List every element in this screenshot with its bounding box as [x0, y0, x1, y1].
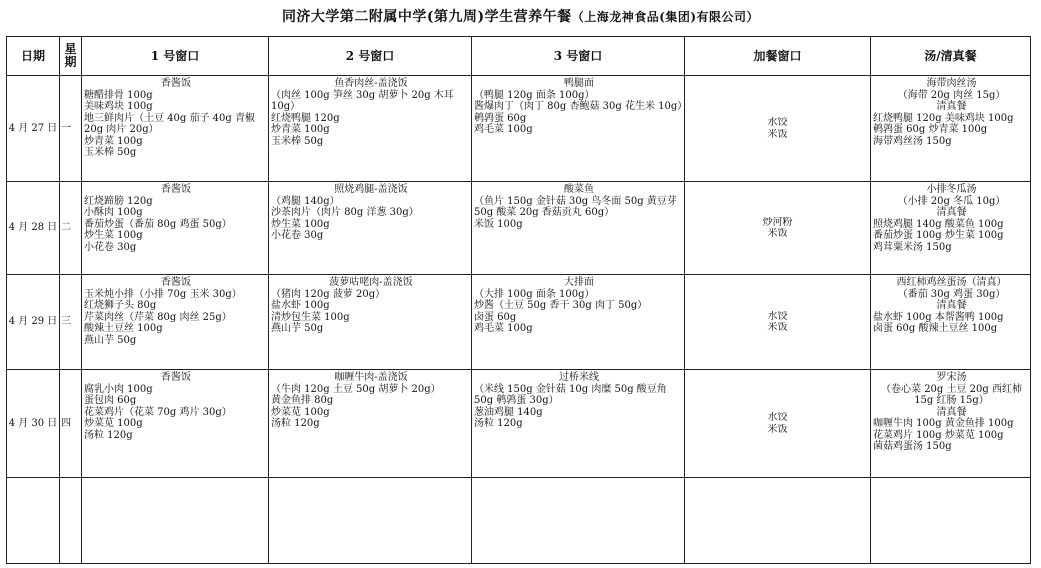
- soup-item: 菌菇鸡蛋汤 150g: [873, 441, 952, 452]
- dish-item: 酱爆肉丁（肉丁 80g 杏鲍菇 30g 花生米 10g）: [474, 101, 688, 112]
- dish-set-title: 菠萝咕咾肉-盖浇饭: [329, 277, 413, 288]
- soup-item: 鹌鹑蛋 60g 炒青菜 100g: [873, 124, 988, 135]
- soup-item: 番茄炒蛋 100g 炒生菜 100g: [873, 230, 1004, 241]
- extra-item: 米饭: [767, 228, 788, 239]
- dish-item: 米饭 100g: [474, 218, 523, 230]
- menu-table: [6, 36, 1031, 564]
- dish-item: 番茄炒蛋（番茄 80g 鸡蛋 50g）: [84, 218, 232, 230]
- cell-window-1: [82, 182, 269, 275]
- cell-soup-halal: [871, 275, 1031, 370]
- dish-item: （米线 150g 金针菇 10g 肉糜 50g 酸豆角 50g 鹌鹑蛋 30g）: [474, 383, 667, 406]
- table-row: [7, 370, 1031, 478]
- soup-item: （番茄 30g 鸡蛋 30g）: [897, 288, 1006, 300]
- dish-item: （鸭腿 120g 面条 100g）: [474, 89, 595, 101]
- cell-extra-window: [685, 76, 871, 182]
- dish-item: （肉丝 100g 笋丝 30g 胡萝卜 20g 木耳 10g）: [271, 89, 454, 112]
- cell-date: 4 月 30 日: [7, 370, 60, 478]
- dish-item: 美味鸡块 100g: [84, 101, 153, 112]
- title-company: （上海龙神食品(集团)有限公司）: [571, 10, 760, 24]
- dish-item: 腐乳小肉 100g: [84, 383, 153, 395]
- empty-row: [7, 478, 1031, 564]
- cell-extra-window: [685, 370, 871, 478]
- dish-item: 汤粒 120g: [84, 429, 133, 441]
- dish-item: 炒青菜 100g: [271, 124, 330, 135]
- dish-item: 汤粒 120g: [271, 418, 320, 429]
- extra-item: 炒河粉: [762, 216, 793, 228]
- dish-item: 红烧鸭腿 120g: [271, 112, 340, 124]
- soup-item: 花菜鸡片 100g 炒菜苋 100g: [873, 429, 1004, 441]
- dish-set-title: 香酱饭: [161, 277, 191, 288]
- dish-item: 清炒包生菜 100g: [271, 311, 350, 323]
- dish-item: 卤蛋 60g: [474, 311, 517, 323]
- header-row: [7, 37, 1031, 76]
- dish-set-title: 咖喱牛肉-盖浇饭: [334, 372, 408, 383]
- dish-item: 小花卷 30g: [271, 230, 324, 241]
- soup-item: 鸡茸粟米汤 150g: [873, 241, 952, 253]
- cell-window-3: [472, 370, 685, 478]
- halal-label: 清真餐: [936, 300, 967, 311]
- cell-window-3: [472, 275, 685, 370]
- dish-item: 蛋包肉 60g: [84, 395, 137, 406]
- empty-cell: [82, 478, 269, 564]
- empty-cell: [472, 478, 685, 564]
- soup-item: 海带鸡丝汤 150g: [873, 135, 952, 147]
- header-weekday: 星期: [60, 37, 82, 76]
- dish-item: （猪肉 120g 菠萝 20g）: [271, 288, 386, 300]
- dish-item: 红烧狮子头 80g: [84, 300, 157, 311]
- dish-set-title: 大排面: [564, 277, 594, 288]
- soup-item: （卷心菜 20g 土豆 20g 西红柿 15g 红肠 15g）: [881, 383, 1022, 406]
- dish-item: 燕山芋 50g: [84, 334, 137, 346]
- page-title: [0, 6, 1041, 26]
- dish-item: （大排 100g 面条 100g）: [474, 288, 595, 300]
- cell-date: 4 月 28 日: [7, 182, 60, 275]
- soup-item: 盐水虾 100g 本帮酱鸭 100g: [873, 311, 1004, 323]
- cell-soup-halal: [871, 76, 1031, 182]
- dish-item: （牛肉 120g 土豆 50g 胡萝卜 20g）: [271, 383, 441, 395]
- soup-item: 照烧鸡腿 140g 酸菜鱼 100g: [873, 218, 1004, 230]
- dish-set-title: 照烧鸡腿-盖浇饭: [334, 184, 408, 195]
- extra-item: 米饭: [767, 322, 788, 333]
- halal-label: 清真餐: [936, 406, 967, 418]
- cell-weekday: 一: [60, 76, 82, 182]
- dish-set-title: 香酱饭: [161, 78, 191, 89]
- dish-item: 炒菜苋 100g: [271, 406, 330, 418]
- dish-item: 葱油鸡腿 140g: [474, 406, 543, 418]
- cell-extra-window: [685, 275, 871, 370]
- dish-item: 鹌鹑蛋 60g: [474, 112, 527, 124]
- dish-item: 地三鲜肉片（土豆 40g 茄子 40g 青椒 20g 肉片 20g）: [84, 112, 255, 135]
- cell-window-2: [269, 76, 472, 182]
- cell-window-1: [82, 275, 269, 370]
- header-date: 日期: [7, 37, 60, 76]
- header-window-3: 3 号窗口: [472, 37, 685, 76]
- dish-item: 黄金鱼排 80g: [271, 395, 334, 406]
- dish-item: 盐水虾 100g: [271, 300, 330, 311]
- dish-item: 炒青菜 100g: [84, 135, 143, 147]
- empty-cell: [269, 478, 472, 564]
- soup-item: （小排 20g 冬瓜 10g）: [897, 195, 1006, 207]
- empty-cell: [60, 478, 82, 564]
- dish-set-title: 过桥米线: [559, 372, 599, 383]
- dish-set-title: 鱼香肉丝-盖浇饭: [334, 78, 408, 89]
- soup-title: 西红柿鸡丝蛋汤（清真）: [896, 277, 1007, 288]
- dish-item: （鱼片 150g 金针菇 30g 鸟冬面 50g 黄豆芽 50g 酸菜 20g 香菇贡丸 60g）: [474, 195, 677, 218]
- header-soup: 汤/清真餐: [871, 37, 1031, 76]
- cell-soup-halal: [871, 182, 1031, 275]
- cell-weekday: 二: [60, 182, 82, 275]
- extra-item: 水饺: [767, 412, 788, 423]
- extra-item: 米饭: [767, 423, 788, 435]
- soup-title: 罗宋汤: [936, 372, 967, 383]
- header-extra-window: 加餐窗口: [685, 37, 871, 76]
- dish-item: 小花卷 30g: [84, 241, 137, 253]
- empty-cell: [685, 478, 871, 564]
- soup-item: （海带 20g 肉丝 15g）: [897, 89, 1006, 101]
- dish-set-title: 香酱饭: [161, 372, 191, 383]
- dish-item: 花菜鸡片（花菜 70g 鸡片 30g）: [84, 406, 232, 418]
- dish-item: 炒酱（土豆 50g 香干 30g 肉丁 50g）: [474, 300, 648, 311]
- cell-extra-window: [685, 182, 871, 275]
- dish-set-title: 鸭腿面: [564, 78, 594, 89]
- cell-window-3: [472, 182, 685, 275]
- cell-weekday: 三: [60, 275, 82, 370]
- halal-label: 清真餐: [936, 207, 967, 218]
- dish-item: 汤粒 120g: [474, 418, 523, 429]
- soup-item: 咖喱牛肉 100g 黄金鱼排 100g: [873, 418, 1014, 429]
- dish-item: 沙茶肉片（肉片 80g 洋葱 30g）: [271, 207, 419, 218]
- extra-item: 水饺: [767, 117, 788, 128]
- empty-cell: [871, 478, 1031, 564]
- cell-weekday: 四: [60, 370, 82, 478]
- halal-label: 清真餐: [936, 101, 967, 112]
- cell-window-1: [82, 370, 269, 478]
- dish-item: 鸡毛菜 100g: [474, 323, 533, 334]
- cell-window-1: [82, 76, 269, 182]
- dish-item: （鸡腿 140g）: [271, 195, 340, 207]
- soup-title: 小排冬瓜汤: [926, 184, 977, 195]
- table-row: [7, 275, 1031, 370]
- cell-window-3: [472, 76, 688, 182]
- cell-window-2: [269, 370, 472, 478]
- dish-item: 玉米棒 50g: [84, 147, 137, 158]
- dish-item: 炒菜苋 100g: [84, 418, 143, 429]
- table-row: [7, 76, 1031, 182]
- dish-item: 玉米炖小排（小排 70g 玉米 30g）: [84, 288, 242, 300]
- soup-item: 红烧鸭腿 120g 美味鸡块 100g: [873, 112, 1014, 124]
- dish-item: 小酥肉 100g: [84, 207, 143, 218]
- dish-item: 芹菜肉丝（芹菜 80g 肉丝 25g）: [84, 311, 232, 323]
- dish-item: 炒生菜 100g: [84, 230, 143, 241]
- cell-window-2: [269, 275, 472, 370]
- dish-item: 玉米棒 50g: [271, 135, 324, 147]
- cell-date: 4 月 27 日: [7, 76, 60, 182]
- table-row: [7, 182, 1031, 275]
- soup-title: 海带肉丝汤: [926, 78, 977, 89]
- cell-window-2: [269, 182, 472, 275]
- dish-set-title: 香酱饭: [161, 184, 191, 195]
- dish-item: 红烧蹄膀 120g: [84, 195, 153, 207]
- title-main: 同济大学第二附属中学(第九周)学生营养午餐: [281, 9, 572, 25]
- cell-soup-halal: [871, 370, 1031, 478]
- dish-item: 鸡毛菜 100g: [474, 124, 533, 135]
- dish-item: 糖醋排骨 100g: [84, 89, 153, 101]
- dish-item: 燕山芋 50g: [271, 323, 324, 334]
- header-window-1: 1 号窗口: [82, 37, 269, 76]
- dish-item: 酸辣土豆丝 100g: [84, 323, 163, 334]
- cell-date: 4 月 29 日: [7, 275, 60, 370]
- extra-item: 水饺: [767, 310, 788, 322]
- header-window-2: 2 号窗口: [269, 37, 472, 76]
- dish-set-title: 酸菜鱼: [564, 184, 594, 195]
- extra-item: 米饭: [767, 128, 788, 140]
- soup-item: 卤蛋 60g 酸辣土豆丝 100g: [873, 323, 998, 334]
- empty-cell: [7, 478, 60, 564]
- dish-item: 炒生菜 100g: [271, 218, 330, 230]
